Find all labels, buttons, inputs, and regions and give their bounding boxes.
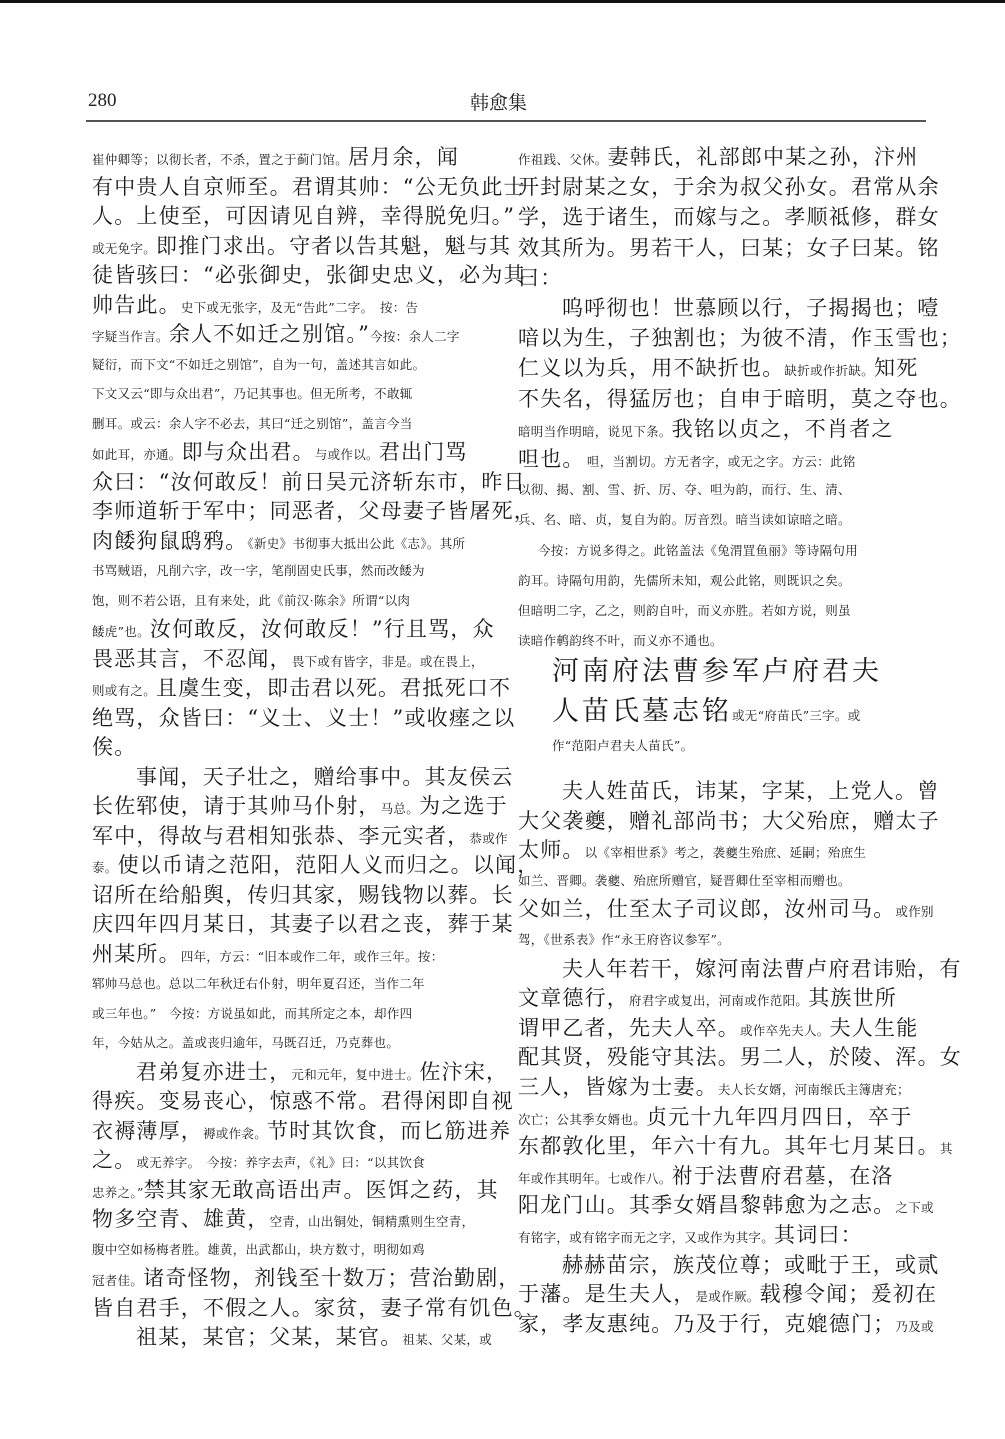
main-text: 祔于法曹府君墓，在洛 (671, 1163, 894, 1188)
annotation-text: 泰。 (92, 860, 118, 875)
annotation-text: 如此耳，亦通。 (92, 447, 182, 462)
main-text: 事闻，天子壮之，赠给事中。其友侯云 (136, 764, 514, 789)
text-line (518, 595, 851, 625)
text-line (92, 732, 136, 762)
annotation-text: 忠养之。” (92, 1184, 144, 1200)
main-text: 仁义以为兵，用不缺折也。 (518, 356, 785, 381)
text-line (518, 1131, 953, 1161)
text-line (518, 172, 940, 202)
text-line (518, 323, 962, 353)
text-line (92, 673, 511, 703)
main-text: 文章德行， (518, 986, 629, 1011)
main-text: 其族世所 (808, 986, 898, 1011)
annotation-text: 兵、名、暗、贞，复自为韵。厉音烈。暗当读如谅暗之暗。 (518, 512, 851, 528)
annotation-text: 呾，当割切。方无者字，或无之字。方云：此铭 (574, 454, 856, 469)
main-text: 家，孝友惠纯。乃及于行，克媲德门； (518, 1311, 896, 1336)
main-text: 即推门求出。守者以告其魁，魁与其 (156, 233, 512, 258)
text-line (92, 526, 465, 556)
main-text: 人。上使至，可因请见自辨，幸得脱免归。” (92, 204, 516, 228)
text-line (92, 1234, 425, 1264)
main-text: 夫人生能 (829, 1015, 919, 1040)
text-line (518, 1279, 937, 1309)
annotation-text: 元和元年，复中进士。 (291, 1066, 420, 1082)
main-text: 余人不如迁之别馆。” (168, 322, 371, 346)
section-title-note-cont: 作“范阳卢君夫人苗氏”。 (552, 738, 694, 753)
text-line (518, 293, 939, 323)
text-line (92, 1263, 521, 1293)
annotation-text: 与或作以。 (314, 447, 379, 462)
main-text: 肉餧狗鼠鸱鸦。 (92, 528, 248, 553)
text-line (92, 290, 418, 320)
text-line (518, 1072, 910, 1102)
main-text: 得疾。变易丧心，惊惑不常。君得闲即自视 (92, 1089, 514, 1113)
section-title-line-1: 河南府法曹参军卢府君夫 (552, 656, 882, 687)
annotation-text: 祖某、父某，或 (402, 1332, 493, 1347)
main-text: 喑以为生，子独割也；为彼不清，作玉雪也； (518, 326, 962, 351)
main-text: 且虞生变，即击君以死。君抵死口不 (156, 676, 512, 700)
main-text: 载穆令闻；爰初在 (759, 1282, 938, 1307)
scan-top-edge (0, 0, 1005, 3)
annotation-text: 删耳。或云：余人字不必去，其曰“迁之别馆”，盖言今当 (92, 415, 413, 431)
text-line (92, 467, 526, 497)
main-text: 畏恶其言，不忍闻， (92, 646, 292, 671)
main-text: 禁其家无敢高语出声。医饵之药，其 (143, 1177, 499, 1202)
main-text: 帅告此。 (92, 292, 181, 317)
main-text: 州某所。 (92, 941, 181, 966)
text-line (92, 762, 513, 792)
text-line (518, 202, 940, 232)
text-line (518, 414, 894, 444)
text-line (518, 924, 730, 954)
annotation-text: 但暗明二字，乙之，则韵自叶，而义亦胜。若如方说，则虽 (518, 603, 851, 618)
annotation-text: 书骂贼语，凡削六字，改一字，笔削固史氏事，然而改餧为 (92, 563, 425, 578)
annotation-text: 《新史》书彻事大抵出公此《志》。其所 (247, 535, 466, 551)
text-line (518, 263, 562, 293)
annotation-text: 乃及或 (895, 1318, 934, 1334)
text-line (92, 585, 410, 615)
main-text: 谓甲乙者，先夫人卒。 (518, 1015, 740, 1040)
text-line (92, 703, 515, 733)
annotation-text: 读暗作鹌韵终不叶，而义亦不通也。 (518, 633, 723, 649)
main-text: 徒皆骇曰：“必张御史，张御史忠义，必为其 (92, 263, 526, 287)
main-text: 配其贤，殁能守其法。男二人，於陵、浑。女 (518, 1045, 962, 1070)
annotation-text: 是或作厥。 (695, 1289, 760, 1305)
text-line (92, 1057, 508, 1087)
annotation-text: 褥或作衾。 (203, 1125, 268, 1141)
annotation-text: 餧虎”也。 (92, 624, 150, 639)
section-title-note: 或无“府苗氏”三字。或 (732, 708, 861, 723)
text-line (92, 408, 413, 438)
annotation-text: 崔仲卿等；以彻长者，不杀，置之于蓟门馆。 (92, 152, 349, 167)
main-text: 君弟复亦进士， (136, 1059, 292, 1084)
annotation-text: 有铭字，或有铭字而无之字，又或作为其字。 (518, 1230, 775, 1245)
main-text: 众曰：“汝何敢反！前日吴元济斩东市，昨日 (92, 469, 526, 494)
text-line (518, 535, 858, 565)
annotation-text: 史下或无张字，及无“告此”二字。 按：告 (180, 299, 419, 315)
text-line (518, 384, 962, 414)
main-text: 君出门骂 (378, 440, 468, 464)
main-text: 效其所为。男若干人，曰某；女子曰某。铭 (518, 235, 940, 260)
text-line (518, 954, 962, 984)
main-text: 俟。 (92, 735, 137, 759)
main-text: 长佐郓使，请于其帅马仆射， (92, 794, 381, 818)
main-text: 衣褥薄厚， (92, 1118, 203, 1143)
running-title: 韩愈集 (470, 92, 528, 114)
annotation-text: 韵耳。诗隔句用韵，先儒所未知，观公此铭，则既识之矣。 (518, 572, 851, 588)
annotation-text: 其 (939, 1141, 953, 1157)
main-text: 之。 (92, 1148, 137, 1172)
text-line (92, 998, 412, 1028)
main-text: 使以币请之范阳，范阳人义而归之。以闻， (117, 853, 540, 877)
main-text: 为之选于 (419, 794, 508, 818)
header-rule (86, 120, 926, 122)
main-text: 于藩。是生夫人， (518, 1282, 696, 1307)
text-line (92, 1293, 536, 1323)
main-text: 有中贵人自京师至。君谓其帅：“公无负此士 (92, 174, 526, 199)
text-line (518, 625, 723, 655)
annotation-text: 缺折或作折缺。 (784, 363, 875, 379)
annotation-text: 恭或作 (469, 830, 508, 846)
main-text: 东都敦化里，年六十有九。其年七月某日。 (518, 1134, 940, 1159)
text-line (92, 201, 515, 231)
main-text: 呜呼彻也！世慕顾以行，子揭揭也；噎 (562, 296, 940, 320)
main-text: 庆四年四月某日，其妻子以君之丧，葬于某 (92, 912, 514, 936)
text-line (92, 555, 425, 585)
main-text: 知死 (874, 356, 919, 381)
text-line (92, 1175, 499, 1205)
main-text: 夫人姓苗氏，讳某，字某，上党人。曾 (562, 779, 940, 803)
annotation-text: 年或作其明年。七或作八。 (518, 1170, 672, 1186)
text-line (92, 968, 425, 998)
main-text: 诏所在给船舆，传归其家，赐钱物以葬。长 (92, 882, 514, 907)
page-number: 280 (88, 90, 117, 111)
main-text: 夫人年若干，嫁河南法曹卢府君讳贻，有 (562, 956, 962, 981)
text-line (92, 1116, 511, 1146)
text-line (92, 260, 526, 290)
text-line (518, 776, 939, 806)
text-line (92, 319, 460, 349)
main-text: 绝骂，众皆曰：“义士、义士！”或收瘗之以 (92, 705, 516, 730)
text-line (92, 1027, 399, 1057)
main-text: 呾也。 (518, 447, 575, 471)
text-line (518, 806, 940, 836)
main-text: 祖某，某官；父某，某官。 (136, 1325, 403, 1349)
text-line (518, 353, 918, 383)
text-line (518, 1102, 912, 1132)
main-text: 居月余，闻 (348, 145, 460, 169)
main-text: 即与众出君。 (181, 440, 315, 464)
text-line (518, 1042, 962, 1072)
main-text: 其词曰： (774, 1223, 863, 1247)
text-line (518, 142, 918, 172)
text-line (92, 850, 539, 880)
text-line (518, 865, 851, 895)
annotation-text: 作祖践、父休。 (518, 152, 608, 167)
text-line (518, 504, 851, 534)
text-line (92, 1204, 474, 1234)
main-text: 开封尉某之女，于余为叔父孙女。君常从余 (518, 175, 940, 200)
text-line (518, 565, 851, 595)
text-line (92, 496, 536, 526)
text-line (518, 1161, 894, 1191)
text-line (92, 349, 425, 379)
text-line (518, 1013, 918, 1043)
text-line (92, 1145, 425, 1175)
annotation-text: 今按：余人二字 (370, 329, 460, 344)
annotation-text: 府君字或复出，河南或作范阳。 (629, 993, 809, 1009)
text-line (518, 894, 934, 924)
section-title-line-2: 人苗氏墓志铭 (552, 696, 732, 727)
main-text: 太师。 (518, 838, 585, 863)
annotation-text: 以《宰相世系》考之，袭夔生殆庶、延嗣；殆庶生 (584, 845, 867, 861)
main-text: 我铭以贞之，不肖者之 (671, 416, 894, 441)
main-text: 大父袭夔，赠礼部尚书；大父殆庶，赠太子 (518, 808, 940, 833)
section-title (552, 652, 932, 756)
main-text: 学，选于诸生，而嫁与之。孝顺祗修，群女 (518, 205, 940, 230)
text-line (92, 614, 495, 644)
main-text: 阳龙门山。其季女婿昌黎韩愈为之志。 (518, 1193, 896, 1218)
annotation-text: 之下或 (895, 1200, 934, 1216)
main-text: 物多空青、雄黄， (92, 1207, 270, 1231)
main-text: 佐汴宋， (419, 1059, 509, 1084)
main-text: 父如兰，仕至太子司议郎，汝州司马。 (518, 897, 896, 922)
annotation-text: 年，今姑从之。盖或丧归逾年，马既召迁，乃克葬也。 (92, 1035, 400, 1050)
annotation-text: 如兰、晋卿。袭夔、殆庶所赠官，疑晋卿仕至宰相而赠也。 (518, 872, 851, 888)
text-line (92, 172, 526, 202)
annotation-text: 四年，方云：“旧本或作二年，或作三年。按： (180, 948, 444, 964)
main-text: 妻韩氏，礼部郎中某之孙，汴州 (607, 145, 919, 169)
main-text: 皆自君手，不假之人。家贫，妻子常有饥色。 (92, 1295, 536, 1320)
text-line (518, 444, 856, 474)
text-line (92, 1322, 492, 1352)
text-line (92, 1086, 514, 1116)
main-text: 军中，得故与君相知张恭、李元实者， (92, 823, 470, 848)
text-line (92, 909, 514, 939)
annotation-text: 冠者佳。 (92, 1273, 144, 1288)
main-text: 不失名，得猛厉也；自申于暗明，莫之夺也。 (518, 386, 962, 411)
annotation-text: 次亡；公其季女婿也。 (518, 1111, 647, 1127)
text-line (518, 1220, 863, 1250)
main-text: 李师道斩于军中；同恶者，父母妻子皆屠死， (92, 499, 536, 523)
annotation-text: 郓帅马总也。总以二年秋迁右仆射，明年夏召还，当作二年 (92, 976, 425, 991)
annotation-text: 腹中空如杨梅者胜。雄黄，出武都山，块方数寸，明彻如鸡 (92, 1241, 425, 1257)
annotation-text: 或作别 (895, 904, 934, 920)
text-line (518, 1190, 934, 1220)
main-text: 三人，皆嫁为士妻。 (518, 1075, 718, 1099)
text-line (92, 880, 514, 910)
annotation-text: 空青，山出铜处，铜精熏则生空青， (269, 1214, 475, 1229)
main-text: 诸奇怪物，剂钱至十数万；营治勤剧， (143, 1266, 521, 1290)
annotation-text: 或无养字。 今按：养字去声，《礼》曰：“以其饮食 (136, 1155, 425, 1170)
main-text: 赫赫苗宗，族茂位尊；或毗于王，或贰 (562, 1252, 940, 1277)
text-line (92, 437, 468, 467)
annotation-text: 今按：方说多得之。此铭盖法《兔渭罝鱼丽》等诗隔句用 (538, 542, 859, 558)
text-line (518, 233, 940, 263)
annotation-text: 畏下或有皆字，非是。或在畏上， (291, 653, 484, 669)
text-line (518, 1250, 939, 1280)
text-line (92, 939, 444, 969)
annotation-text: 或无免字。 (92, 240, 157, 256)
annotation-text: 以彻、揭、割、雪、折、厉、夺、呾为韵，而行、生、清、 (518, 482, 851, 498)
text-line (92, 142, 459, 172)
annotation-text: 饱，则不若公语，且有来处，此《前汉·陈余》所谓“以肉 (92, 592, 411, 608)
annotation-text: 下文又云“即与众出君”，乃记其事也。但无所考，不敢辄 (92, 386, 413, 401)
annotation-text: 疑衍，而下文“不如迁之别馆”，自为一句，盖述其言如此。 (92, 356, 426, 372)
text-line (518, 835, 866, 865)
text-line (92, 378, 413, 408)
annotation-text: 马总。 (380, 801, 420, 816)
main-text: 曰： (518, 265, 563, 290)
text-line (518, 983, 897, 1013)
annotation-text: 则或有之。 (92, 683, 157, 698)
main-text: 节时其饮食，而匕筋进养 (267, 1118, 512, 1143)
annotation-text: 暗明当作明暗，说见下条。 (518, 423, 672, 439)
annotation-text: 或三年也。” 今按：方说虽如此，而其所定之本，却作四 (92, 1005, 413, 1021)
annotation-text: 驾，《世系表》作“永王府咨议参军”。 (518, 932, 730, 947)
annotation-text: 字疑当作言。 (92, 329, 169, 344)
text-line (518, 1309, 934, 1339)
annotation-text: 夫人长女婿，河南缑氏主簿唐充； (717, 1082, 910, 1097)
text-line (92, 231, 511, 261)
text-line (92, 791, 508, 821)
text-line (92, 644, 484, 674)
text-line (92, 821, 508, 851)
main-text: 汝何敢反，汝何敢反！”行且骂，众 (149, 617, 495, 641)
main-text: 贞元十九年四月四日，卒于 (646, 1104, 913, 1129)
text-line (518, 474, 851, 504)
annotation-text: 或作卒先夫人。 (740, 1022, 830, 1038)
